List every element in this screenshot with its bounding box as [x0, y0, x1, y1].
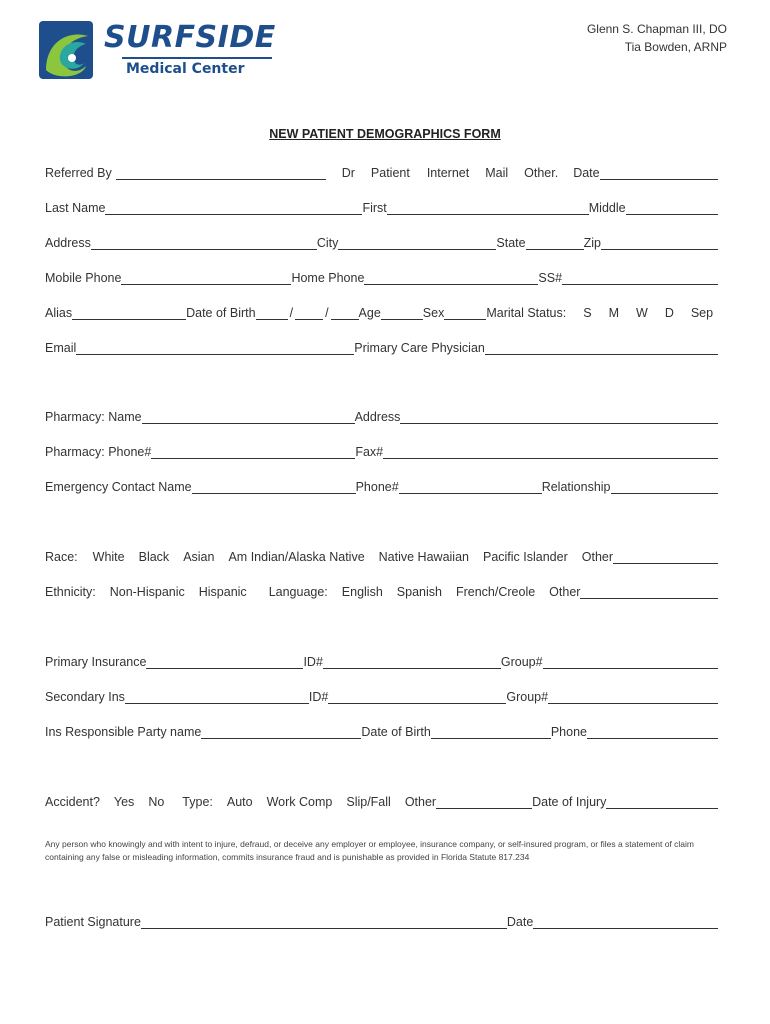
mobile-phone-field[interactable] [121, 271, 291, 285]
secondary-insurance-row [45, 686, 718, 704]
emergency-phone-field[interactable] [399, 480, 542, 494]
accident-option-no[interactable]: No [148, 795, 165, 809]
referral-row [45, 162, 718, 180]
language-option-spanish[interactable]: Spanish [396, 585, 442, 599]
race-option-am-indian[interactable]: Am Indian/Alaska Native [228, 550, 365, 564]
surfside-logo [38, 20, 278, 82]
ethnicity-row [45, 581, 718, 599]
marital-option-w[interactable]: W [636, 306, 648, 320]
pharmacy-address-field[interactable] [400, 410, 718, 424]
language-label: Language: [268, 585, 328, 599]
ss-field[interactable] [562, 271, 718, 285]
race-row [45, 546, 718, 564]
accident-option-yes[interactable]: Yes [113, 795, 135, 809]
signature-field[interactable] [141, 915, 507, 929]
email-row [45, 337, 718, 355]
home-phone-label: Home Phone [291, 271, 365, 285]
race-label: Race: [45, 550, 78, 564]
address-field[interactable] [91, 236, 317, 250]
secondary-group-field[interactable] [548, 690, 718, 704]
dob-day-field[interactable] [295, 306, 323, 320]
referral-date-label: Date [573, 166, 600, 180]
emergency-name-label: Emergency Contact Name [45, 480, 192, 494]
dob-label: Date of Birth [186, 306, 256, 320]
ss-label: SS# [538, 271, 563, 285]
responsible-party-row [45, 721, 718, 739]
dob-separator: / [289, 306, 294, 320]
injury-date-field[interactable] [606, 795, 718, 809]
logo-name: SURFSIDE [104, 20, 276, 55]
name-row [45, 197, 718, 215]
pcp-label: Primary Care Physician [354, 341, 485, 355]
language-other-label: Other [549, 585, 581, 599]
state-label: State [496, 236, 526, 250]
dob-separator: / [325, 306, 329, 320]
pharmacy-name-label: Pharmacy: Name [45, 410, 142, 424]
wave-logo-icon [38, 20, 94, 80]
accident-label: Accident? [45, 795, 100, 809]
middle-name-label: Middle [588, 201, 626, 215]
primary-insurance-row [45, 651, 718, 669]
zip-field[interactable] [601, 236, 718, 250]
provider-name: Tia Bowden, ARNP [624, 40, 727, 54]
ethnicity-option-hispanic[interactable]: Hispanic [198, 585, 247, 599]
logo-rule [122, 57, 272, 59]
marital-option-d[interactable]: D [664, 306, 674, 320]
state-field[interactable] [526, 236, 584, 250]
accident-other-field[interactable] [436, 795, 532, 809]
address-label: Address [45, 236, 91, 250]
referred-by-field[interactable] [116, 166, 326, 180]
signature-label: Patient Signature [45, 915, 141, 929]
pharmacy-address-label: Address [354, 410, 401, 424]
phone-row [45, 267, 718, 285]
alias-label: Alias [45, 306, 73, 320]
provider-list [587, 20, 727, 56]
referred-by-label: Referred By [45, 166, 112, 180]
secondary-id-label: ID# [308, 690, 329, 704]
pharmacy-phone-row [45, 441, 718, 459]
responsible-party-field[interactable] [201, 725, 361, 739]
age-field[interactable] [381, 306, 423, 320]
address-row [45, 232, 718, 250]
primary-group-field[interactable] [543, 655, 718, 669]
home-phone-field[interactable] [364, 271, 538, 285]
zip-label: Zip [583, 236, 601, 250]
marital-option-s[interactable]: S [583, 306, 592, 320]
alias-field[interactable] [72, 306, 186, 320]
first-name-field[interactable] [387, 201, 589, 215]
emergency-phone-label: Phone# [355, 480, 399, 494]
referral-option-patient[interactable]: Patient [370, 166, 410, 180]
language-option-french-creole[interactable]: French/Creole [455, 585, 536, 599]
race-option-black[interactable]: Black [138, 550, 170, 564]
provider-name: Glenn S. Chapman III, DO [586, 22, 727, 36]
accident-type-auto[interactable]: Auto [226, 795, 253, 809]
primary-id-label: ID# [303, 655, 323, 669]
injury-date-label: Date of Injury [532, 795, 607, 809]
pharmacy-phone-field[interactable] [151, 445, 355, 459]
dob-month-field[interactable] [256, 306, 288, 320]
last-name-field[interactable] [105, 201, 362, 215]
race-other-field[interactable] [613, 550, 718, 564]
race-other-label: Other [581, 550, 614, 564]
race-option-white[interactable]: White [92, 550, 125, 564]
referral-option-internet[interactable]: Internet [426, 166, 470, 180]
race-option-pacific-islander[interactable]: Pacific Islander [482, 550, 568, 564]
language-option-english[interactable]: English [341, 585, 383, 599]
accident-type-work-comp[interactable]: Work Comp [266, 795, 333, 809]
ethnicity-label: Ethnicity: [45, 585, 96, 599]
primary-insurance-label: Primary Insurance [45, 655, 147, 669]
dob-year-field[interactable] [331, 306, 359, 320]
referral-option-mail[interactable]: Mail [485, 166, 509, 180]
relationship-label: Relationship [541, 480, 611, 494]
responsible-phone-field[interactable] [587, 725, 718, 739]
city-field[interactable] [338, 236, 496, 250]
secondary-group-label: Group# [506, 690, 549, 704]
sex-field[interactable] [444, 306, 486, 320]
last-name-label: Last Name [45, 201, 106, 215]
signature-row [45, 911, 718, 929]
email-field[interactable] [76, 341, 354, 355]
responsible-party-label: Ins Responsible Party name [45, 725, 202, 739]
secondary-insurance-label: Secondary Ins [45, 690, 125, 704]
alias-row [45, 302, 718, 320]
accident-row [45, 791, 718, 809]
email-label: Email [45, 341, 77, 355]
responsible-dob-label: Date of Birth [361, 725, 431, 739]
middle-name-field[interactable] [626, 201, 718, 215]
referral-option-other[interactable]: Other. [524, 166, 559, 180]
city-label: City [316, 236, 339, 250]
referral-option-dr[interactable]: Dr [341, 166, 355, 180]
pharmacy-name-row [45, 406, 718, 424]
logo-subtitle: Medical Center [126, 61, 245, 77]
secondary-insurance-field[interactable] [125, 690, 309, 704]
marital-status-label: Marital Status: [486, 306, 567, 320]
ethnicity-option-non-hispanic[interactable]: Non-Hispanic [109, 585, 185, 599]
accident-other-label: Other [404, 795, 437, 809]
primary-id-field[interactable] [323, 655, 501, 669]
marital-option-m[interactable]: M [608, 306, 619, 320]
pharmacy-phone-label: Pharmacy: Phone# [45, 445, 152, 459]
race-option-asian[interactable]: Asian [183, 550, 215, 564]
accident-type-label: Type: [182, 795, 213, 809]
first-name-label: First [362, 201, 387, 215]
pharmacy-fax-label: Fax# [355, 445, 384, 459]
primary-group-label: Group# [500, 655, 543, 669]
age-label: Age [358, 306, 381, 320]
emergency-name-field[interactable] [192, 480, 356, 494]
primary-insurance-field[interactable] [146, 655, 303, 669]
pharmacy-name-field[interactable] [142, 410, 355, 424]
pharmacy-fax-field[interactable] [383, 445, 718, 459]
sex-label: Sex [422, 306, 445, 320]
marital-option-sep[interactable]: Sep [690, 306, 714, 320]
race-option-native-hawaiian[interactable]: Native Hawaiian [378, 550, 469, 564]
accident-type-slip-fall[interactable]: Slip/Fall [346, 795, 391, 809]
emergency-contact-row [45, 476, 718, 494]
fraud-disclaimer: Any person who knowingly and with intent to injure, defraud, or deceive any employer or employee, insurance company, or self-insured program, or files a statement of claim containing any false or misleading information, commits insurance fraud and is punishable as provided in Florida Statute 817.234 [45, 839, 695, 862]
language-other-field[interactable] [580, 585, 718, 599]
referral-date-field[interactable] [600, 166, 718, 180]
responsible-phone-label: Phone [550, 725, 587, 739]
form-title: NEW PATIENT DEMOGRAPHICS FORM [269, 127, 501, 141]
responsible-dob-field[interactable] [431, 725, 551, 739]
signature-date-label: Date [506, 915, 534, 929]
signature-date-field[interactable] [533, 915, 718, 929]
mobile-phone-label: Mobile Phone [45, 271, 122, 285]
relationship-field[interactable] [611, 480, 719, 494]
pcp-field[interactable] [485, 341, 718, 355]
secondary-id-field[interactable] [328, 690, 506, 704]
